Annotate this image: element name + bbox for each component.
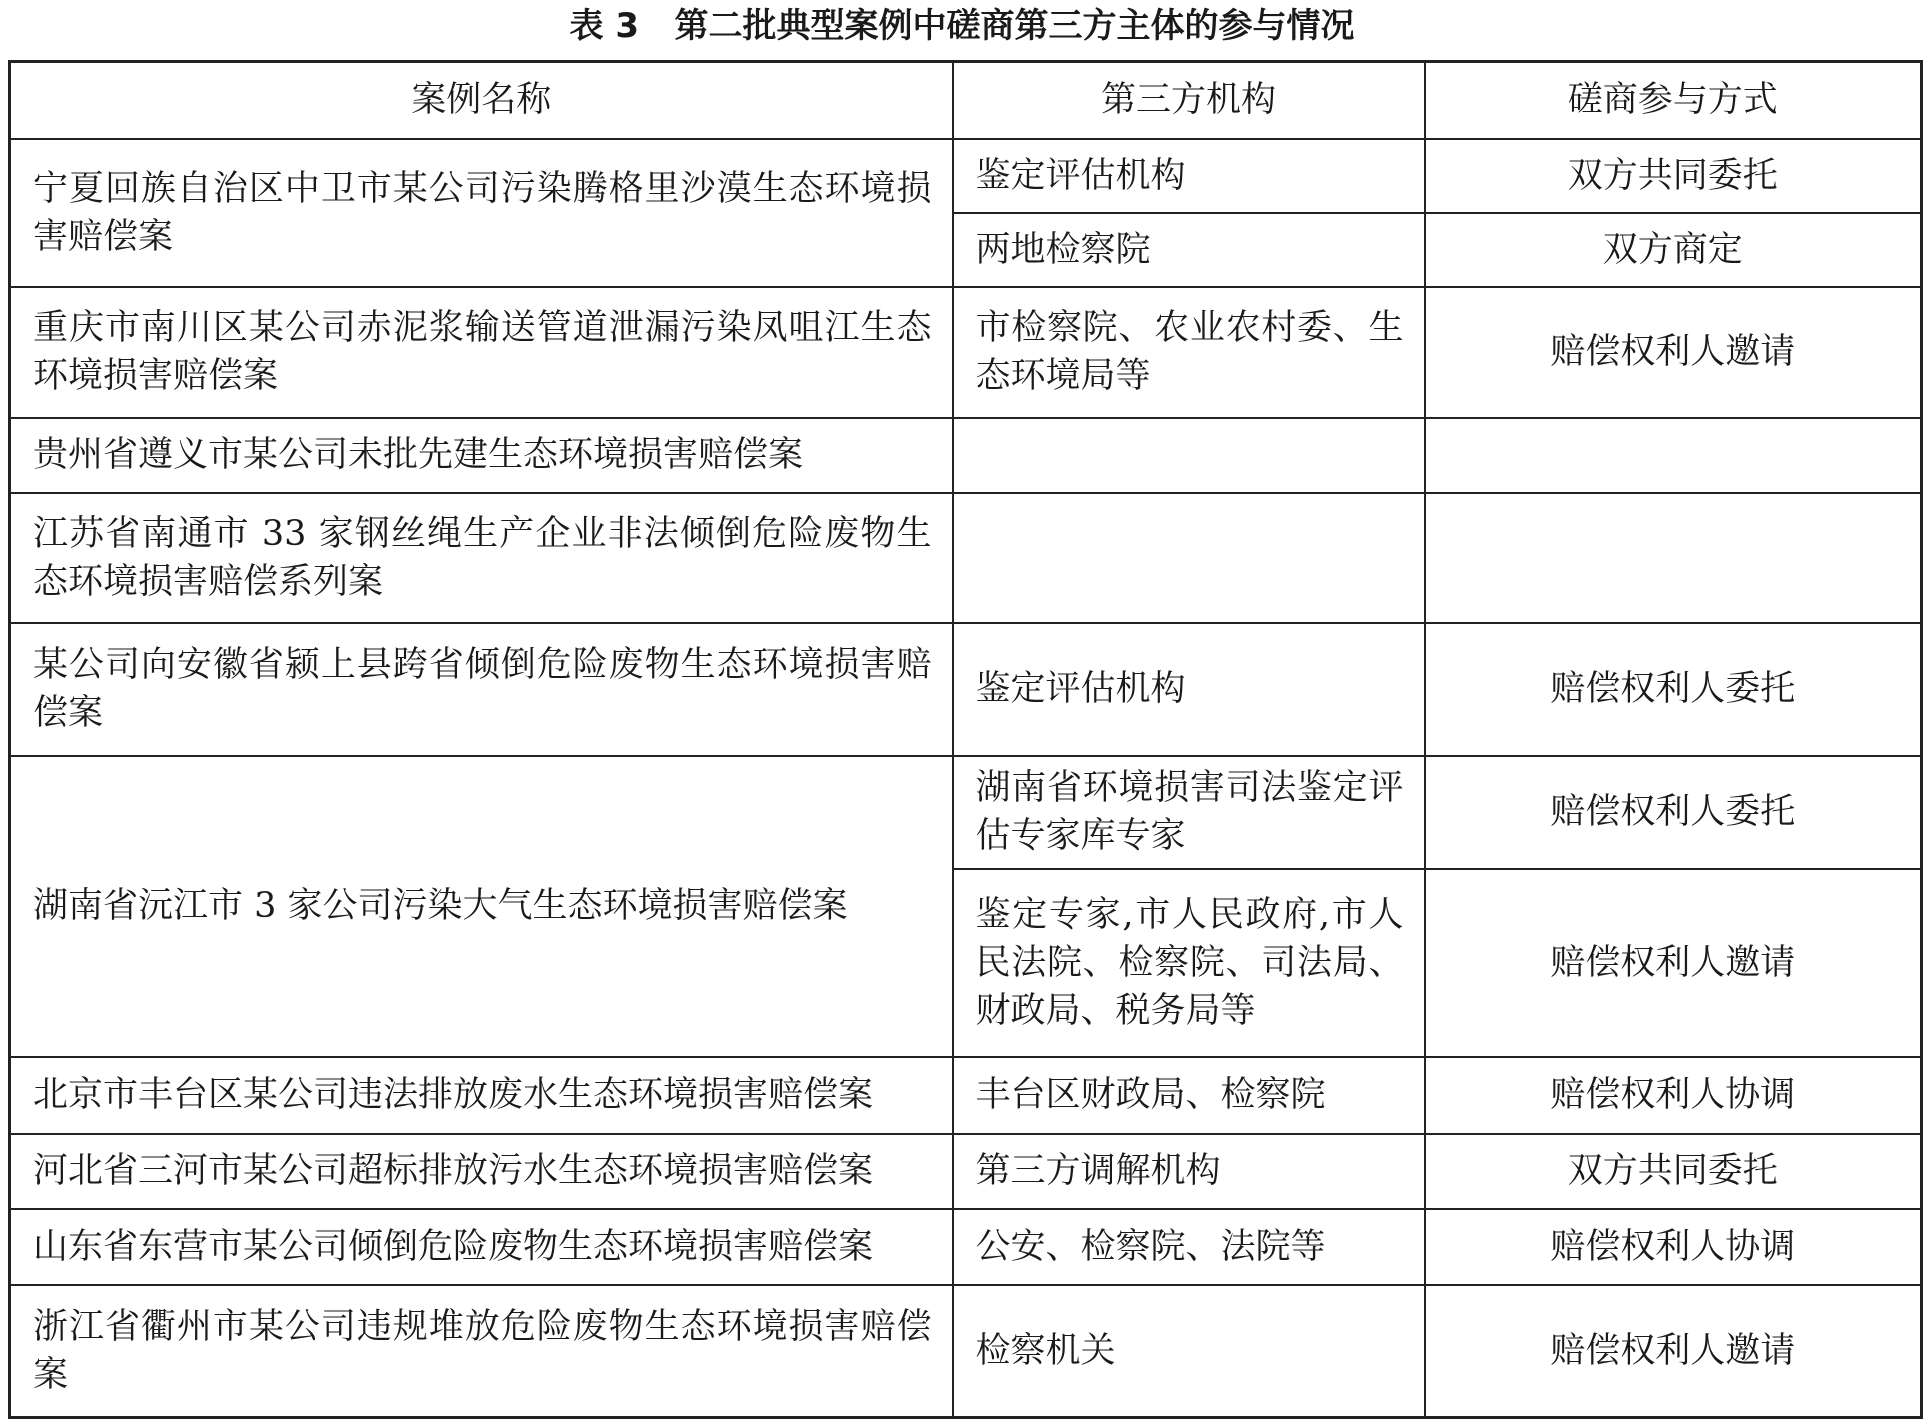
cases-table [8,60,1923,1419]
header-third-party: 第三方机构 [953,62,1425,139]
third-party-cell: 市检察院、农业农村委、生态环境局等 [953,287,1425,418]
mode-cell: 赔偿权利人委托 [1425,756,1922,869]
third-party-cell: 两地检察院 [953,213,1425,287]
third-party-cell: 鉴定评估机构 [953,139,1425,213]
case-name-cell: 某公司向安徽省颍上县跨省倾倒危险废物生态环境损害赔偿案 [10,623,953,756]
mode-cell: 赔偿权利人邀请 [1425,1285,1922,1418]
third-party-cell: 丰台区财政局、检察院 [953,1057,1425,1134]
case-name-cell: 江苏省南通市 33 家钢丝绳生产企业非法倾倒危险废物生态环境损害赔偿系列案 [10,493,953,623]
third-party-cell: 鉴定评估机构 [953,623,1425,756]
mode-cell: 双方共同委托 [1425,1134,1922,1209]
table-caption-title: 第二批典型案例中磋商第三方主体的参与情况 [674,6,1355,46]
table-row [10,1057,1922,1134]
mode-cell [1425,493,1922,623]
mode-cell: 赔偿权利人邀请 [1425,869,1922,1057]
table-row [10,1134,1922,1209]
table-caption-label: 表 3 [569,6,639,46]
table-row [10,1285,1922,1418]
case-name-cell: 湖南省沅江市 3 家公司污染大气生态环境损害赔偿案 [10,756,953,1057]
case-name-cell: 北京市丰台区某公司违法排放废水生态环境损害赔偿案 [10,1057,953,1134]
case-name-cell: 重庆市南川区某公司赤泥浆输送管道泄漏污染凤咀江生态环境损害赔偿案 [10,287,953,418]
case-name-cell: 河北省三河市某公司超标排放污水生态环境损害赔偿案 [10,1134,953,1209]
mode-cell [1425,418,1922,493]
table-caption [0,0,1924,52]
header-consultation-mode: 磋商参与方式 [1425,62,1922,139]
table-row [10,756,1922,869]
table-row [10,139,1922,213]
table-row [10,1209,1922,1285]
third-party-cell: 湖南省环境损害司法鉴定评估专家库专家 [953,756,1425,869]
third-party-cell [953,418,1425,493]
header-case-name: 案例名称 [10,62,953,139]
table-row [10,623,1922,756]
mode-cell: 双方共同委托 [1425,139,1922,213]
case-name-cell: 贵州省遵义市某公司未批先建生态环境损害赔偿案 [10,418,953,493]
mode-cell: 赔偿权利人协调 [1425,1209,1922,1285]
table-row [10,493,1922,623]
third-party-cell: 第三方调解机构 [953,1134,1425,1209]
case-name-cell: 宁夏回族自治区中卫市某公司污染腾格里沙漠生态环境损害赔偿案 [10,139,953,287]
third-party-cell: 鉴定专家,市人民政府,市人民法院、检察院、司法局、财政局、税务局等 [953,869,1425,1057]
case-name-cell: 浙江省衢州市某公司违规堆放危险废物生态环境损害赔偿案 [10,1285,953,1418]
third-party-cell: 公安、检察院、法院等 [953,1209,1425,1285]
third-party-cell [953,493,1425,623]
third-party-cell: 检察机关 [953,1285,1425,1418]
mode-cell: 赔偿权利人委托 [1425,623,1922,756]
mode-cell: 双方商定 [1425,213,1922,287]
table-row [10,287,1922,418]
header-row [10,62,1922,139]
table-row [10,418,1922,493]
mode-cell: 赔偿权利人邀请 [1425,287,1922,418]
case-name-cell: 山东省东营市某公司倾倒危险废物生态环境损害赔偿案 [10,1209,953,1285]
mode-cell: 赔偿权利人协调 [1425,1057,1922,1134]
